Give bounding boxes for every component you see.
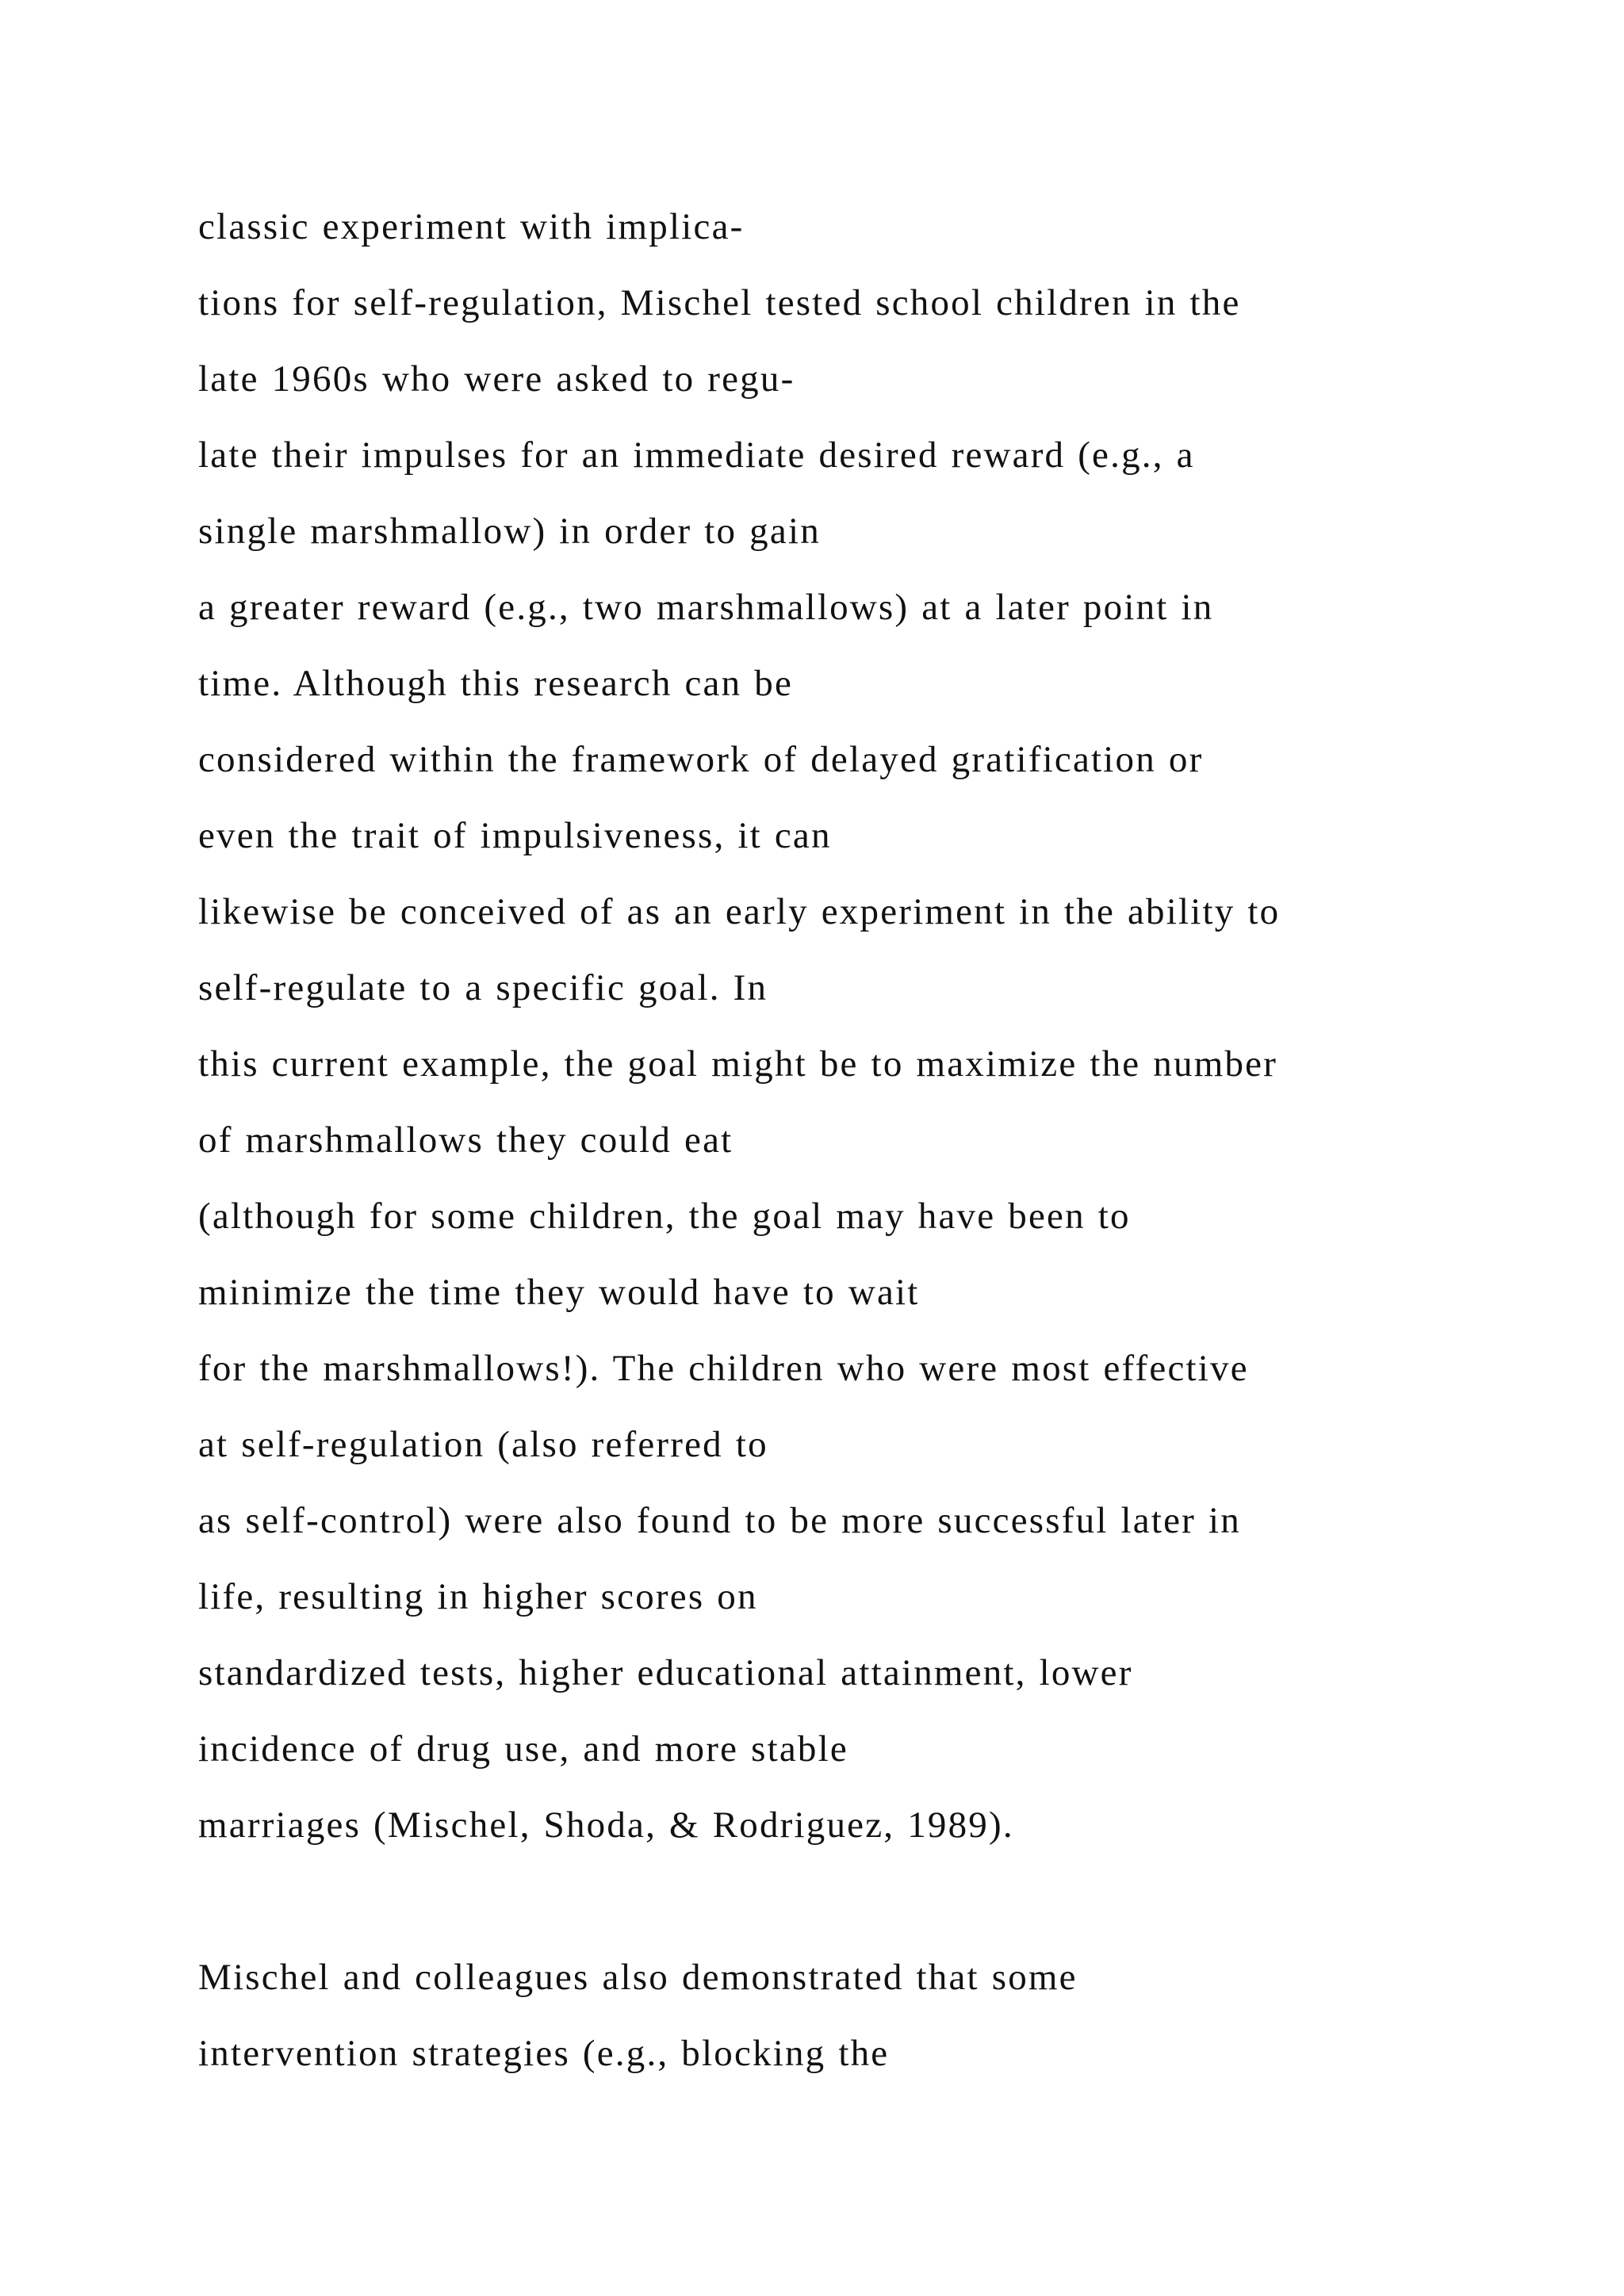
text-line: likewise be conceived of as an early experiment in the ability to (198, 891, 1281, 932)
text-line: marriages (Mischel, Shoda, & Rodriguez, 1989). (198, 1804, 1014, 1846)
text-line: this current example, the goal might be to maximize the number (198, 1043, 1278, 1085)
text-line: (although for some children, the goal may have been to (198, 1196, 1131, 1237)
body-text (198, 189, 1507, 2091)
text-line: a greater reward (e.g., two marshmallows) at a later point in (198, 587, 1214, 628)
paragraph-spacer (198, 1863, 1507, 1939)
text-line: as self-control) were also found to be more successful later in (198, 1500, 1241, 1541)
text-line: considered within the framework of delayed gratification or (198, 739, 1204, 780)
text-line: classic experiment with implica- (198, 206, 745, 247)
text-line: even the trait of impulsiveness, it can (198, 815, 832, 856)
text-line: for the marshmallows!). The children who were most effective (198, 1348, 1249, 1389)
text-line: life, resulting in higher scores on (198, 1576, 758, 1617)
text-line: minimize the time they would have to wait (198, 1272, 920, 1313)
text-line: at self-regulation (also referred to (198, 1424, 768, 1465)
paragraph-1 (198, 189, 1507, 1863)
text-line: standardized tests, higher educational attainment, lower (198, 1652, 1133, 1693)
text-line: late their impulses for an immediate desired reward (e.g., a (198, 434, 1195, 476)
text-line: time. Although this research can be (198, 663, 794, 704)
text-line: self-regulate to a specific goal. In (198, 967, 768, 1008)
paragraph-2 (198, 1939, 1507, 2091)
text-line: Mischel and colleagues also demonstrated that some (198, 1957, 1078, 1998)
text-line: single marshmallow) in order to gain (198, 511, 821, 552)
text-line: intervention strategies (e.g., blocking the (198, 2033, 890, 2074)
text-line: of marshmallows they could eat (198, 1119, 733, 1161)
text-line: incidence of drug use, and more stable (198, 1728, 848, 1770)
text-line: late 1960s who were asked to regu- (198, 358, 795, 400)
text-line: tions for self-regulation, Mischel tested school children in the (198, 282, 1241, 323)
